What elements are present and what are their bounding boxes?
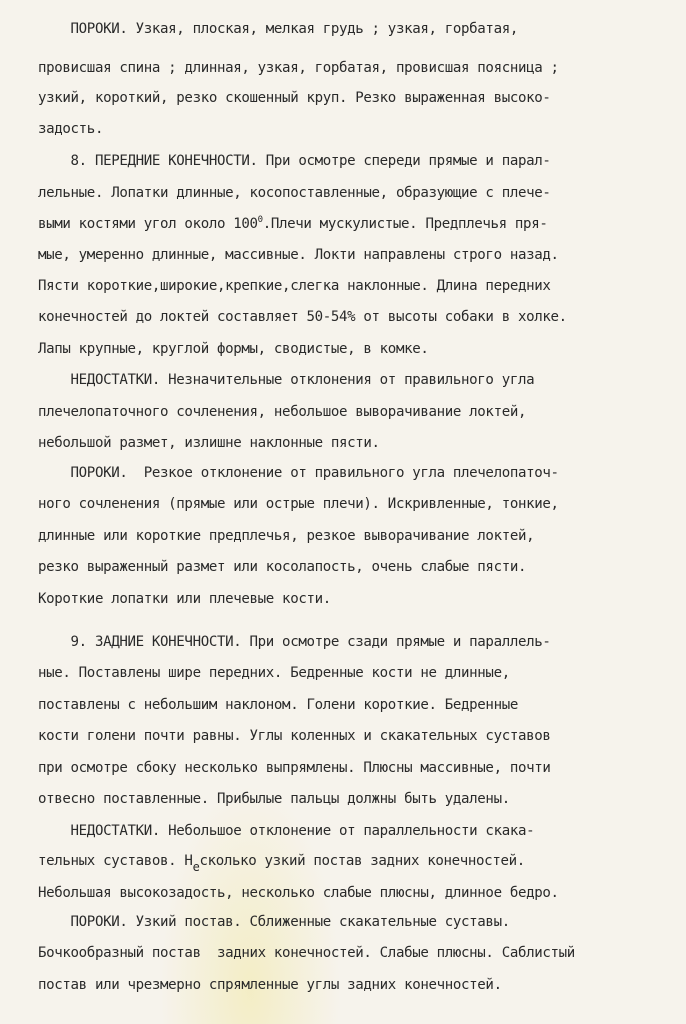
section-heading-front-limbs: 8. ПЕРЕДНИЕ КОНЕЧНОСТИ. При осмотре спереди прямые и парал- [38,153,551,169]
section-heading-hind-limbs: 9. ЗАДНИЕ КОНЕЧНОСТИ. При осмотре сзади прямые и параллель- [38,634,551,650]
text-line: ПОРОКИ. Узкая, плоская, мелкая грудь ; узкая, горбатая, [38,21,518,37]
section-subheading-faults: НЕДОСТАТКИ. Небольшое отклонение от параллельности скака- [38,823,535,839]
text-line-part: сколько узкий постав задних конечностей. [199,853,525,869]
text-line: лельные. Лопатки длинные, косопоставленные, образующие с плече- [38,185,551,201]
text-line-part: тельных суставов. Н [38,853,193,869]
text-line: отвесно поставленные. Прибылые пальцы должны быть удалены. [38,791,510,807]
text-line-part: .Плечи мускулистые. Предплечья пря- [262,216,548,232]
text-line: конечностей до локтей составляет 50-54% от высоты собаки в холке. [38,309,567,325]
text-line: плечелопаточного сочленения, небольшое выворачивание локтей, [38,404,527,420]
section-subheading-defects: ПОРОКИ. Резкое отклонение от правильного угла плечелопаточ- [38,465,559,481]
text-line: мые, умеренно длинные, массивные. Локти направлены строго назад. [38,247,559,263]
text-line: Лапы крупные, круглой формы, сводистые, в комке. [38,341,429,357]
text-line-with-degree [38,215,547,235]
text-line-part: выми костями угол около 100 [38,216,258,232]
text-line: узкий, короткий, резко скошенный круп. Резко выраженная высоко- [38,90,551,106]
text-line: ного сочленения (прямые или острые плечи). Искривленные, тонкие, [38,496,559,512]
text-line: небольшой размет, излишне наклонные пясти. [38,435,380,451]
text-line: резко выраженный размет или косолапость, очень слабые пясти. [38,559,527,575]
text-line: кости голени почти равны. Углы коленных и скакательных суставов [38,728,551,744]
text-line: задость. [38,121,104,137]
text-line: Бочкообразный постав задних конечностей. Слабые плюсны. Саблистый [38,945,575,961]
text-line: постав или чрезмерно спрямленные углы задних конечностей. [38,977,502,993]
text-line: при осмотре сбоку несколько выпрямлены. Плюсны массивные, почти [38,760,551,776]
text-line: поставлены с небольшим наклоном. Голени короткие. Бедренные [38,697,518,713]
text-line: Короткие лопатки или плечевые кости. [38,591,331,607]
text-line: Небольшая высокозадость, несколько слабые плюсны, длинное бедро. [38,885,559,901]
handwritten-correction: е [192,860,200,874]
section-subheading-faults: НЕДОСТАТКИ. Незначительные отклонения от правильного угла [38,372,535,388]
degree-mark: 0 [257,215,263,225]
text-line: провисшая спина ; длинная, узкая, горбатая, провисшая поясница ; [38,60,559,76]
text-line-with-correction [38,852,525,874]
text-line: длинные или короткие предплечья, резкое выворачивание локтей, [38,528,535,544]
text-line: ные. Поставлены шире передних. Бедренные кости не длинные, [38,665,510,681]
section-subheading-defects: ПОРОКИ. Узкий постав. Сближенные скакательные суставы. [38,914,510,930]
text-line: Пясти короткие,широкие,крепкие,слегка наклонные. Длина передних [38,278,551,294]
